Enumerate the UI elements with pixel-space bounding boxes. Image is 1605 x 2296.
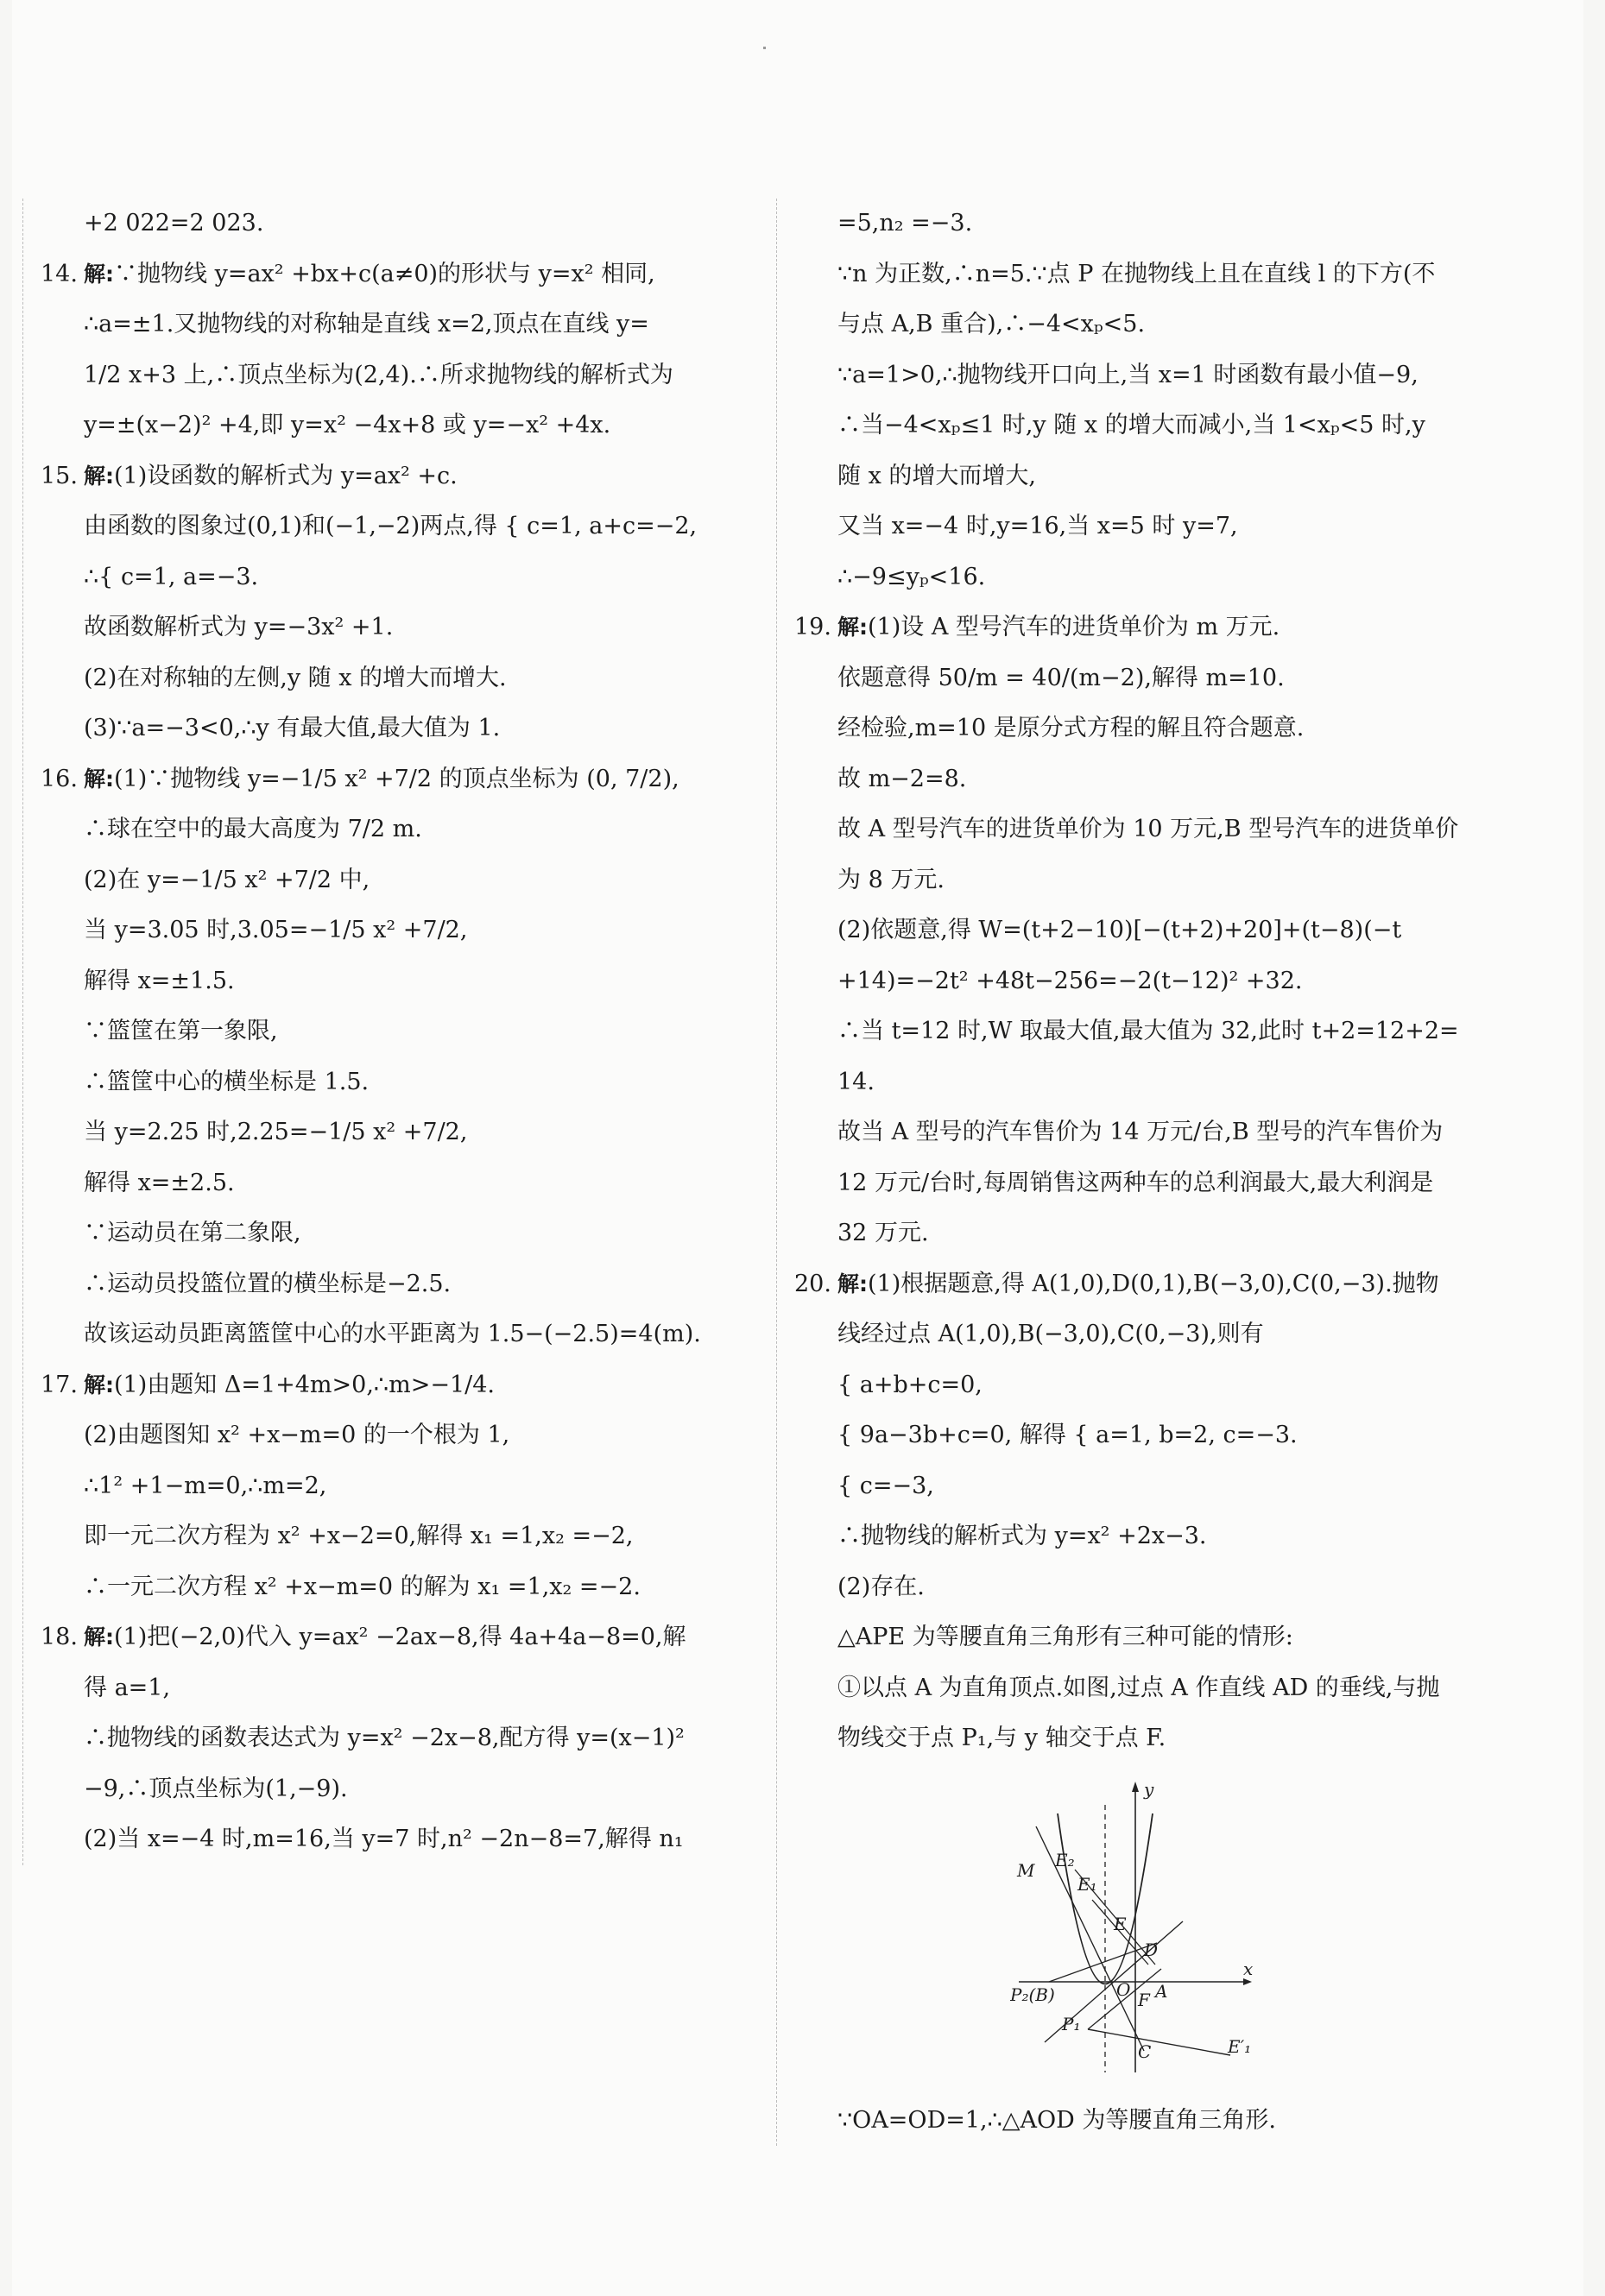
line-text: ∴一元二次方程 x² +x−m=0 的解为 x₁ =1,x₂ =−2. (84, 1573, 641, 1600)
parabola-figure (1010, 1775, 1269, 2085)
line-text: { c=−3, (837, 1472, 934, 1499)
line-text: ∵n 为正数,∴n=5.∵点 P 在抛物线上且在直线 l 的下方(不 (837, 260, 1436, 287)
line-text: 随 x 的增大而增大, (837, 462, 1036, 489)
text-line (41, 1562, 761, 1613)
line-text: ∵运动员在第二象限, (84, 1220, 301, 1246)
line-text: 与点 A,B 重合),∴−4<xₚ<5. (837, 311, 1146, 337)
line-text: ①以点 A 为直角顶点.如图,过点 A 作直线 AD 的垂线,与抛 (837, 1674, 1440, 1701)
line-text: (1)把(−2,0)代入 y=ax² −2ax−8,得 4a+4a−8=0,解 (114, 1624, 686, 1650)
text-line (794, 1057, 1476, 1108)
line-text: 由函数的图象过(0,1)和(−1,−2)两点,得 { c=1, a+c=−2, (84, 513, 698, 539)
text-line (794, 1360, 1476, 1411)
text-line (41, 653, 761, 704)
text-line (794, 1006, 1476, 1057)
problem-start-line (41, 754, 761, 805)
text-line (41, 703, 761, 754)
line-text: 即一元二次方程为 x² +x−2=0,解得 x₁ =1,x₂ =−2, (84, 1523, 634, 1549)
right-column (776, 199, 1476, 2146)
line-text: 1/2 x+3 上,∴顶点坐标为(2,4).∴所求抛物线的解析式为 (84, 361, 673, 388)
line-b-d (1049, 1943, 1157, 1982)
text-line (794, 1461, 1476, 1512)
problem-start-line (41, 1612, 761, 1663)
text-line (794, 1208, 1476, 1259)
text-line (41, 602, 761, 653)
line-text: ∴当−4<xₚ≤1 时,y 随 x 的增大而减小,当 1<xₚ<5 时,y (837, 412, 1425, 438)
label-c: C (1138, 2041, 1152, 2062)
text-line (794, 552, 1476, 603)
x-axis-arrow-icon (1243, 1978, 1252, 1985)
left-column (22, 199, 761, 1865)
text-line (41, 300, 761, 350)
line-text: ∵OA=OD=1,∴△AOD 为等腰直角三角形. (837, 2106, 1276, 2134)
text-line (41, 1511, 761, 1562)
line-text: ∴当 t=12 时,W 取最大值,最大值为 32,此时 t+2=12+2= (837, 1018, 1459, 1044)
problem-start-line (41, 249, 761, 300)
text-line (41, 1309, 761, 1360)
solution-label: 解: (84, 261, 114, 287)
line-text: 线经过点 A(1,0),B(−3,0),C(0,−3),则有 (837, 1321, 1264, 1347)
text-line (794, 804, 1476, 855)
text-line (41, 1814, 761, 1865)
label-p1: P₁ (1062, 2013, 1081, 2034)
text-line (41, 1158, 761, 1209)
line-text: 当 y=3.05 时,3.05=−1/5 x² +7/2, (84, 917, 468, 943)
text-line (41, 804, 761, 855)
line-text: 14. (837, 1068, 875, 1095)
line-text: 32 万元. (837, 1220, 929, 1246)
solution-label: 解: (84, 766, 114, 792)
line-text: −9,∴顶点坐标为(1,−9). (84, 1775, 348, 1802)
text-line (794, 1713, 1476, 1764)
label-e1-prime: E′₁ (1228, 2035, 1252, 2057)
line-text: +2 022=2 023. (84, 210, 264, 237)
text-line (794, 451, 1476, 502)
text-line (41, 350, 761, 401)
text-line (794, 501, 1476, 552)
line-text: { 9a−3b+c=0, 解得 { a=1, b=2, c=−3. (837, 1422, 1298, 1448)
problem-number: 14. (41, 260, 78, 287)
problem-number: 15. (41, 462, 78, 489)
text-line (794, 754, 1476, 805)
line-text: 故当 A 型号的汽车售价为 14 万元/台,B 型号的汽车售价为 (837, 1119, 1444, 1145)
label-m: M (1017, 1859, 1035, 1881)
text-line (41, 1713, 761, 1764)
text-line (794, 350, 1476, 401)
text-line (794, 653, 1476, 704)
line-text: (1)设函数的解析式为 y=ax² +c. (114, 462, 458, 489)
problem-number: 19. (794, 614, 831, 640)
text-line (41, 1259, 761, 1310)
line-text: ∴a=±1.又抛物线的对称轴是直线 x=2,顶点在直线 y= (84, 311, 649, 337)
text-line (41, 1663, 761, 1714)
text-line (794, 300, 1476, 350)
line-text: 又当 x=−4 时,y=16,当 x=5 时 y=7, (837, 513, 1238, 539)
line-text: ∴抛物线的解析式为 y=x² +2x−3. (837, 1523, 1207, 1549)
solution-label: 解: (837, 615, 868, 640)
scan-mark (763, 47, 766, 49)
text-line (794, 1562, 1476, 1613)
line-text: ∴运动员投篮位置的横坐标是−2.5. (84, 1270, 452, 1297)
text-line (794, 1107, 1476, 1158)
line-text: ∴球在空中的最大高度为 7/2 m. (84, 816, 422, 842)
line-text: 当 y=2.25 时,2.25=−1/5 x² +7/2, (84, 1119, 468, 1145)
y-axis-arrow-icon (1132, 1782, 1139, 1792)
text-line (794, 2096, 1476, 2147)
solution-label: 解: (84, 1624, 114, 1649)
line-text: 故 A 型号汽车的进货单价为 10 万元,B 型号汽车的进货单价 (837, 816, 1459, 842)
text-line (794, 249, 1476, 300)
text-line (794, 1410, 1476, 1461)
problem-number: 18. (41, 1624, 78, 1650)
text-line (794, 1511, 1476, 1562)
problem-start-line (794, 1259, 1476, 1310)
line-text: 为 8 万元. (837, 866, 945, 893)
label-y: y (1144, 1778, 1154, 1800)
line-text: 故函数解析式为 y=−3x² +1. (84, 614, 394, 640)
text-line (41, 401, 761, 451)
solution-label: 解: (84, 1372, 114, 1397)
text-line (794, 703, 1476, 754)
line-text: (2)当 x=−4 时,m=16,当 y=7 时,n² −2n−8=7,解得 n₁ (84, 1826, 684, 1852)
line-text: ∴−9≤yₚ<16. (837, 563, 986, 590)
label-d: D (1144, 1939, 1159, 1960)
text-line (794, 1158, 1476, 1209)
line-text: +14)=−2t² +48t−256=−2(t−12)² +32. (837, 967, 1303, 994)
solution-label: 解: (837, 1271, 868, 1296)
text-line (41, 1764, 761, 1815)
line-text: 经检验,m=10 是原分式方程的解且符合题意. (837, 715, 1305, 741)
line-text: 解得 x=±1.5. (84, 967, 235, 994)
line-text: 故该运动员距离篮筐中心的水平距离为 1.5−(−2.5)=4(m). (84, 1321, 701, 1347)
line-text: ∵抛物线 y=ax² +bx+c(a≠0)的形状与 y=x² 相同, (114, 260, 655, 287)
label-o: O (1116, 1978, 1131, 2000)
label-e2: E₂ (1055, 1849, 1075, 1870)
label-f: F (1138, 1989, 1150, 2010)
problem-start-line (794, 602, 1476, 653)
text-line (41, 1410, 761, 1461)
line-text: 得 a=1, (84, 1674, 171, 1701)
line-p1-e1 (1088, 2029, 1230, 2055)
text-line (794, 905, 1476, 956)
line-text: ∴篮筐中心的横坐标是 1.5. (84, 1068, 370, 1095)
text-line (41, 905, 761, 956)
problem-start-line (41, 451, 761, 502)
problem-number: 17. (41, 1371, 78, 1398)
line-text: ∴1² +1−m=0,∴m=2, (84, 1472, 327, 1499)
line-text: 物线交于点 P₁,与 y 轴交于点 F. (837, 1725, 1166, 1751)
label-a: A (1155, 1980, 1168, 2002)
problem-number: 20. (794, 1270, 831, 1297)
line-text: (2)依题意,得 W=(t+2−10)[−(t+2)+20]+(t−8)(−t (837, 917, 1402, 943)
text-line (41, 199, 761, 249)
line-text: { a+b+c=0, (837, 1371, 983, 1398)
line-text: =5,n₂ =−3. (837, 210, 973, 237)
line-text: ∴{ c=1, a=−3. (84, 563, 259, 590)
text-line (794, 956, 1476, 1007)
line-text: (1)由题知 Δ=1+4m>0,∴m>−1/4. (114, 1371, 495, 1398)
text-line (41, 552, 761, 603)
problem-number: 16. (41, 765, 78, 792)
text-line (41, 1461, 761, 1512)
text-line (794, 855, 1476, 906)
line-text: 依题意得 50/m = 40/(m−2),解得 m=10. (837, 664, 1285, 691)
text-line (794, 1663, 1476, 1714)
line-text: 12 万元/台时,每周销售这两种车的总利润最大,最大利润是 (837, 1169, 1434, 1196)
line-text: 解得 x=±2.5. (84, 1169, 235, 1196)
label-p2b: P₂(B) (1010, 1984, 1055, 2005)
line-text: y=±(x−2)² +4,即 y=x² −4x+8 或 y=−x² +4x. (84, 412, 611, 438)
line-text: (2)在 y=−1/5 x² +7/2 中, (84, 866, 370, 893)
text-line (794, 401, 1476, 451)
text-line (41, 956, 761, 1007)
line-text: (1)根据题意,得 A(1,0),D(0,1),B(−3,0),C(0,−3).抛物 (868, 1270, 1439, 1297)
label-e: E (1114, 1913, 1127, 1934)
line-text: (1)∵抛物线 y=−1/5 x² +7/2 的顶点坐标为 (0, 7/2), (114, 765, 679, 792)
text-line (794, 199, 1476, 249)
text-line (794, 1309, 1476, 1360)
line-text: (1)设 A 型号汽车的进货单价为 m 万元. (868, 614, 1280, 640)
text-line (41, 1057, 761, 1108)
line-text: ∵a=1>0,∴抛物线开口向上,当 x=1 时函数有最小值−9, (837, 361, 1419, 388)
text-line (41, 1006, 761, 1057)
text-line (41, 1208, 761, 1259)
text-line (41, 1107, 761, 1158)
text-line (41, 855, 761, 906)
line-text: (2)存在. (837, 1573, 925, 1600)
line-text: (3)∵a=−3<0,∴y 有最大值,最大值为 1. (84, 715, 501, 741)
label-x: x (1243, 1958, 1254, 1979)
solution-label: 解: (84, 463, 114, 489)
line-text: (2)在对称轴的左侧,y 随 x 的增大而增大. (84, 664, 507, 691)
line-text: (2)由题图知 x² +x−m=0 的一个根为 1, (84, 1422, 510, 1448)
line-text: ∴抛物线的函数表达式为 y=x² −2x−8,配方得 y=(x−1)² (84, 1725, 685, 1751)
text-line (794, 1612, 1476, 1663)
line-text: 故 m−2=8. (837, 765, 967, 792)
problem-start-line (41, 1360, 761, 1411)
line-mc (1036, 1826, 1144, 2051)
text-line (41, 501, 761, 552)
document-page (12, 0, 1583, 2296)
line-text: ∵篮筐在第一象限, (84, 1018, 278, 1044)
label-e1: E₁ (1077, 1873, 1097, 1895)
line-text: △APE 为等腰直角三角形有三种可能的情形: (837, 1624, 1293, 1650)
